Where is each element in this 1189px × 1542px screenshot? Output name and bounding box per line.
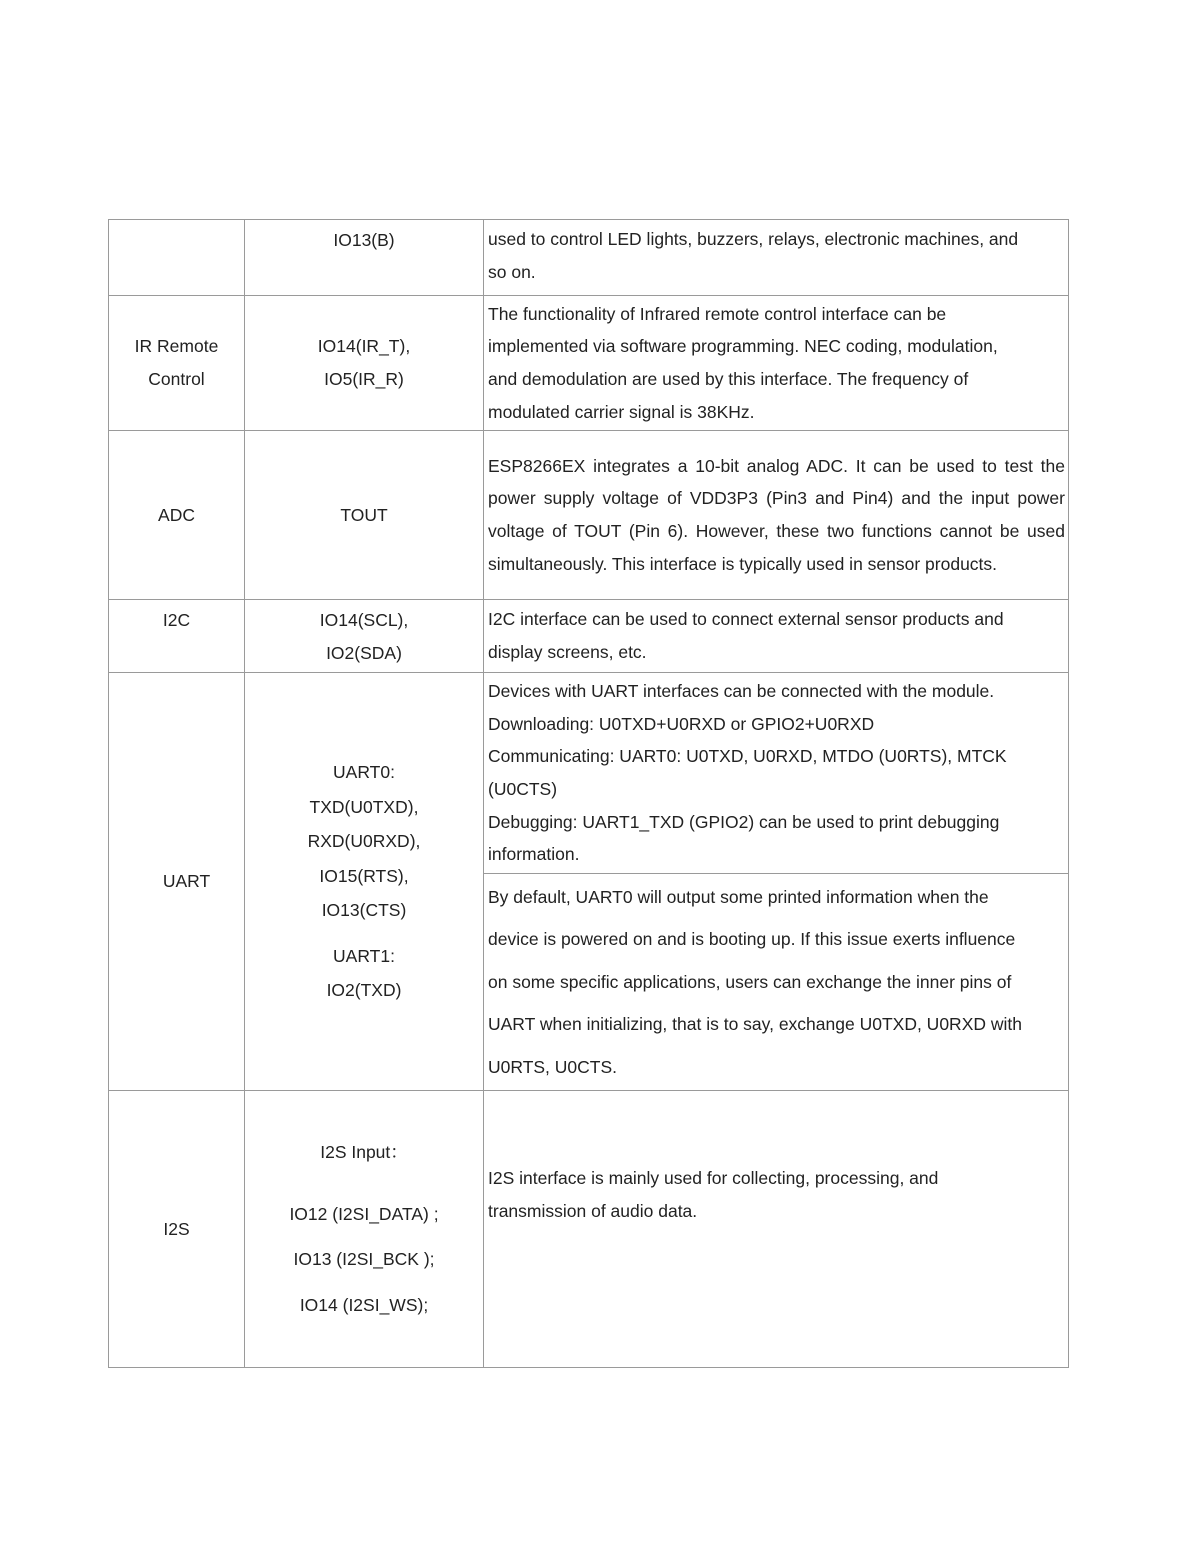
description-line: on some specific applications, users can exchange the inner pins of [488, 971, 1012, 992]
description-line: The functionality of Infrared remote control interface can be [488, 303, 947, 324]
description-line: Downloading: U0TXD+U0RXD or GPIO2+U0RXD [488, 713, 875, 734]
interface-name-cell [109, 673, 245, 1091]
pin-header: I2S Input： [320, 1142, 408, 1162]
description-line: Devices with UART interfaces can be connected with the module. [488, 681, 995, 702]
pin-cell [245, 431, 484, 600]
pin-label: IO13(B) [333, 230, 395, 250]
table-row [109, 220, 1069, 296]
description-cell [484, 431, 1069, 600]
description-line: modulated carrier signal is 38KHz. [488, 401, 755, 422]
description-line: (U0CTS) [488, 779, 558, 799]
pin-cell [245, 673, 484, 1091]
description-cell [484, 296, 1069, 431]
table-row [109, 296, 1069, 431]
spacer [245, 1176, 483, 1192]
description-line: display screens, etc. [488, 641, 647, 662]
description-line: I2C interface can be used to connect external sensor products and [488, 609, 1004, 629]
pin-cell [245, 220, 484, 296]
description-line: UART when initializing, that is to say, exchange U0TXD, U0RXD with [488, 1014, 1022, 1035]
pin-label: IO12 (I2SI_DATA) ; [289, 1203, 439, 1224]
description-text: ESP8266EX integrates a 10-bit analog ADC. It can be used to test the power supply voltage of VDD3P3 (Pin3 and Pin4) and the input power voltage of TOUT (Pin 6). However, these two functions cannot be used simultaneously. This interface is typically used in sensor products. [488, 455, 1065, 574]
pin-label: IO14(SCL), [319, 610, 409, 630]
pin-label: IO13 (I2SI_BCK ); [293, 1249, 435, 1269]
interface-name-cell [109, 600, 245, 673]
pin-cell [245, 1091, 484, 1368]
description-line: information. [488, 844, 580, 865]
pin-cell [245, 296, 484, 431]
pin-label: IO14 (I2SI_WS); [299, 1294, 429, 1315]
interface-name: IR Remote [134, 336, 219, 357]
spacer [245, 928, 483, 939]
table-row [109, 673, 1069, 874]
description-line: I2S interface is mainly used for collecting, processing, and [488, 1168, 939, 1188]
interface-name: I2S [163, 1218, 190, 1239]
pin-cell [245, 600, 484, 673]
pin-label: TOUT [340, 504, 388, 525]
description-line: and demodulation are used by this interface. The frequency of [488, 369, 969, 389]
description-cell [484, 220, 1069, 296]
table-row [109, 1091, 1069, 1368]
pin-label: IO14(IR_T), [317, 336, 411, 357]
interface-name-cell [109, 220, 245, 296]
description-cell [484, 673, 1069, 874]
description-line: Communicating: UART0: U0TXD, U0RXD, MTDO (U0RTS), MTCK [488, 746, 1007, 767]
interface-table [108, 219, 1069, 1368]
interface-name-cell [109, 431, 245, 600]
description-line: transmission of audio data. [488, 1200, 698, 1221]
pin-label: IO2(SDA) [326, 642, 402, 663]
pin-label: RXD(U0RXD), [307, 831, 421, 852]
description-cell [484, 1091, 1069, 1368]
description-line: used to control LED lights, buzzers, relays, electronic machines, and [488, 229, 1019, 249]
interface-name: ADC [158, 504, 195, 525]
interface-name: I2C [162, 610, 191, 630]
table-row [109, 431, 1069, 600]
description-cell [484, 600, 1069, 673]
description-cell [484, 874, 1069, 1091]
description-line: By default, UART0 will output some printed information when the [488, 886, 989, 907]
pin-label: IO2(TXD) [326, 980, 402, 1001]
pin-label: UART1: [333, 945, 395, 966]
pin-label: TXD(U0TXD), [309, 796, 419, 817]
description-line: Debugging: UART1_TXD (GPIO2) can be used to print debugging [488, 811, 1000, 832]
pin-label: IO13(CTS) [321, 900, 407, 921]
description-line: implemented via software programming. NEC coding, modulation, [488, 336, 998, 357]
description-line: U0RTS, U0CTS. [488, 1056, 618, 1077]
description-line: device is powered on and is booting up. If this issue exerts influence [488, 929, 1016, 950]
pin-label: UART0: [333, 762, 395, 783]
interface-name: UART [162, 871, 211, 891]
pin-label: IO15(RTS), [319, 865, 409, 886]
description-line: so on. [488, 261, 536, 282]
table-row [109, 600, 1069, 673]
interface-name-cell [109, 1091, 245, 1368]
pin-label: IO5(IR_R) [324, 369, 404, 389]
interface-name-cell [109, 296, 245, 431]
interface-name: Control [148, 369, 205, 389]
